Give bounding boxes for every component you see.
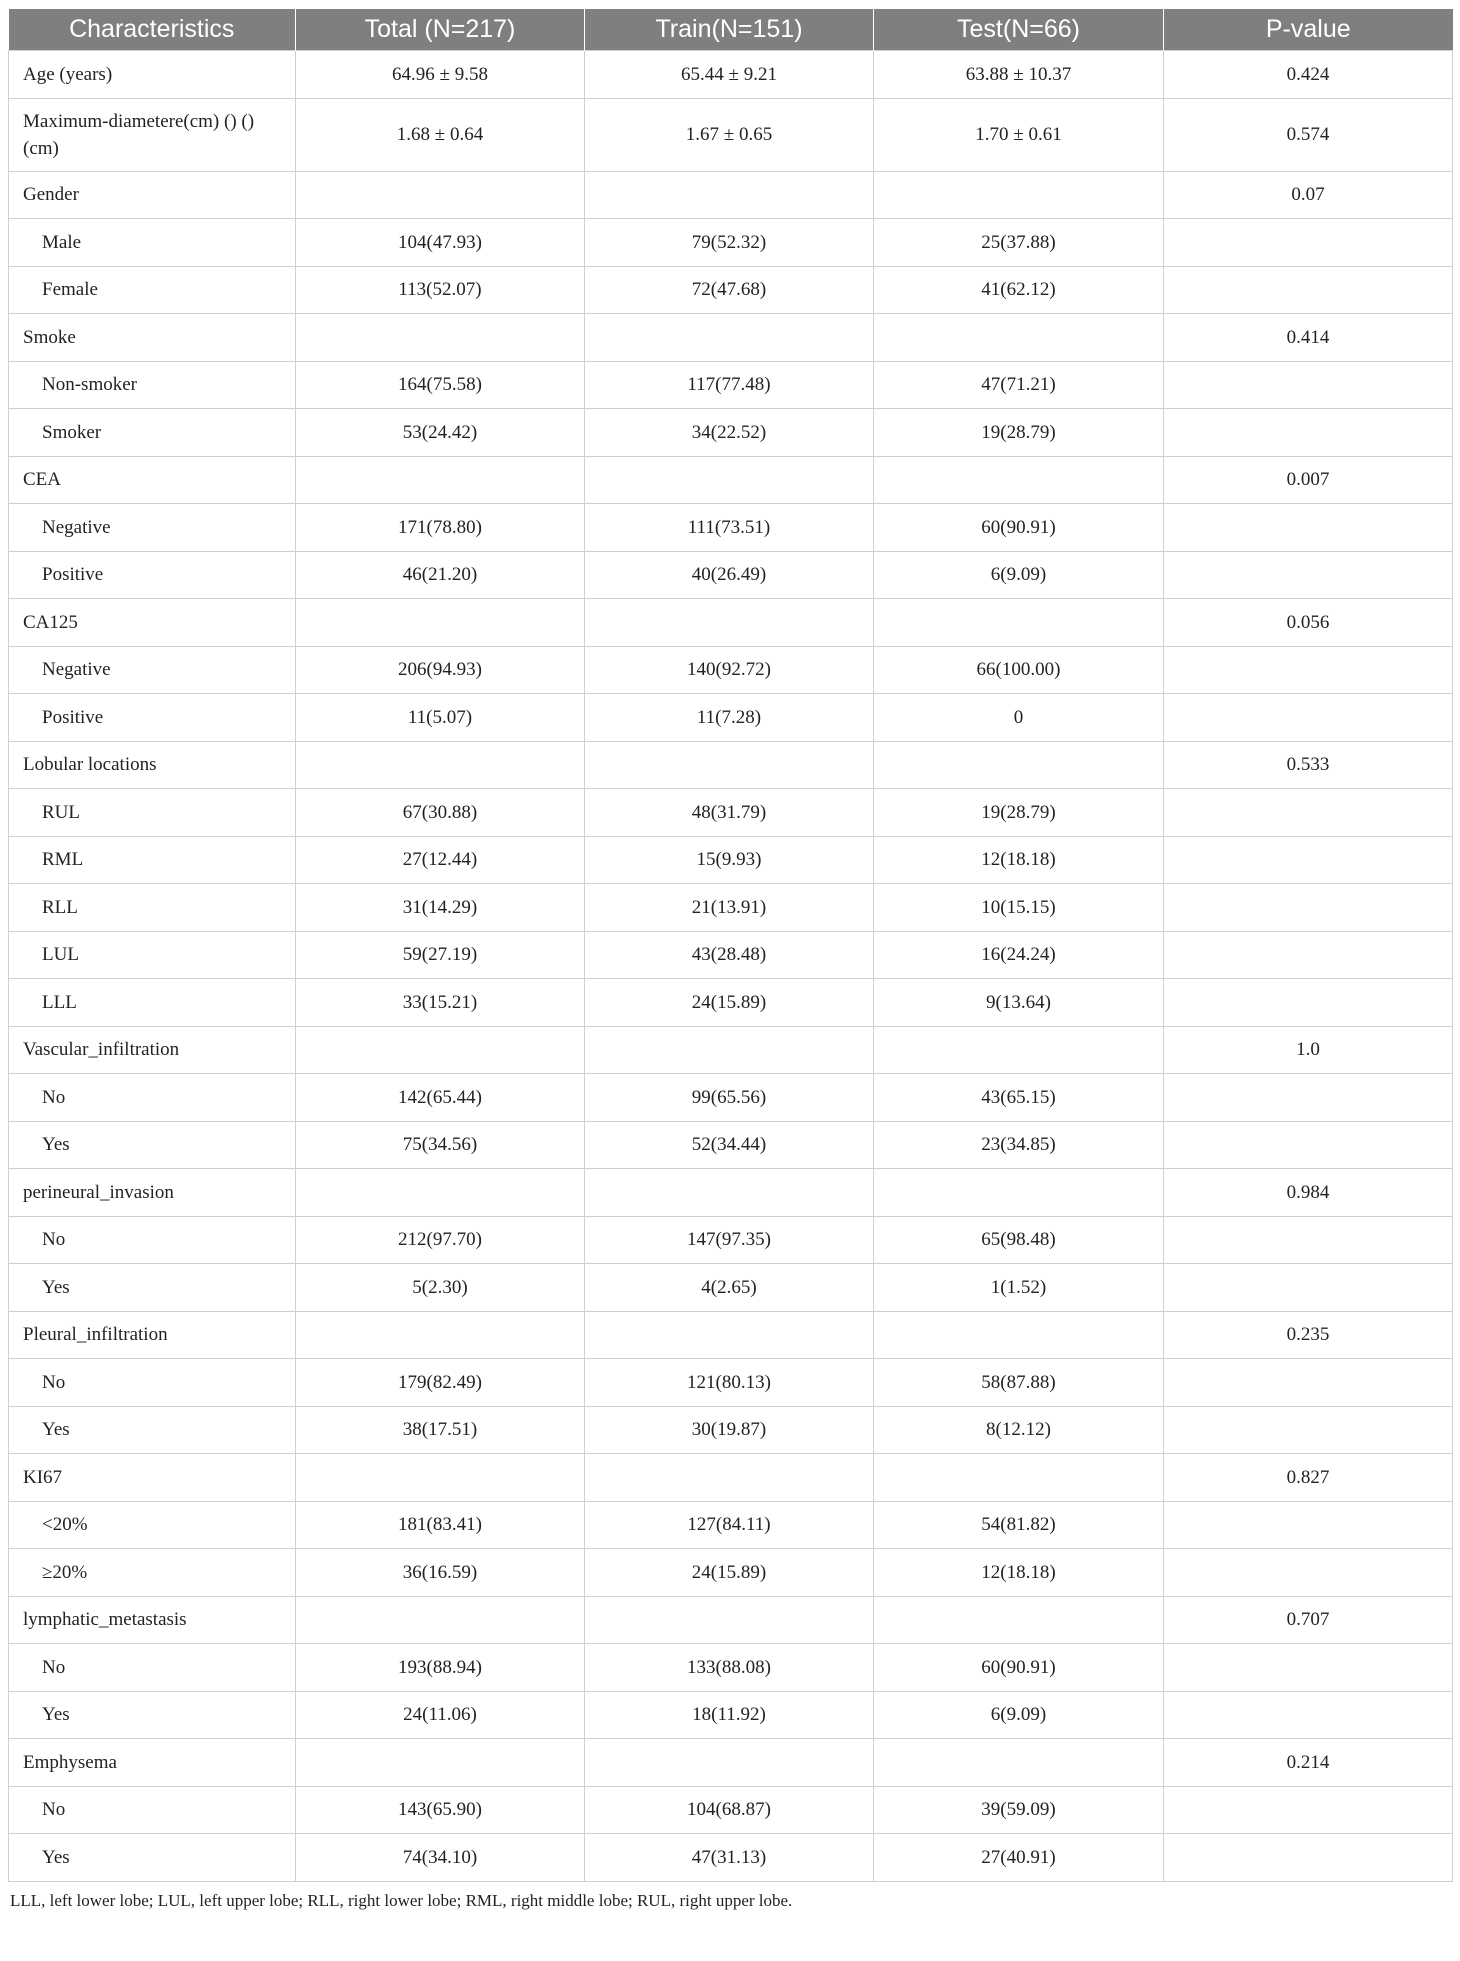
- cell-total: 1.68 ± 0.64: [296, 98, 585, 171]
- cell-test: [874, 1311, 1164, 1359]
- cell-p-value: [1164, 1359, 1453, 1407]
- cell-p-value: [1164, 884, 1453, 932]
- cell-p-value: [1164, 789, 1453, 837]
- table-row-subcategory: [9, 884, 1453, 932]
- cell-characteristic: CEA: [9, 456, 296, 504]
- cell-p-value: [1164, 219, 1453, 267]
- table-row-subcategory: [9, 1691, 1453, 1739]
- cell-train: [585, 1739, 874, 1787]
- cell-characteristic: RML: [9, 836, 296, 884]
- cell-total: 74(34.10): [296, 1834, 585, 1882]
- cell-test: 19(28.79): [874, 789, 1164, 837]
- cell-test: 1(1.52): [874, 1264, 1164, 1312]
- cell-p-value: [1164, 1644, 1453, 1692]
- cell-train: [585, 456, 874, 504]
- cell-test: 66(100.00): [874, 646, 1164, 694]
- cell-test: [874, 456, 1164, 504]
- cell-test: [874, 741, 1164, 789]
- table-row-subcategory: [9, 551, 1453, 599]
- cell-train: [585, 171, 874, 219]
- table-row-subcategory: [9, 1549, 1453, 1597]
- table-header: [9, 9, 1453, 51]
- cell-train: [585, 1454, 874, 1502]
- cell-p-value: [1164, 836, 1453, 884]
- cell-characteristic: Maximum-diametere(cm) () ()(cm): [9, 98, 296, 171]
- cell-characteristic: <20%: [9, 1501, 296, 1549]
- cell-p-value: [1164, 1501, 1453, 1549]
- cell-total: 46(21.20): [296, 551, 585, 599]
- cell-total: [296, 1596, 585, 1644]
- table-row-subcategory: [9, 1786, 1453, 1834]
- cell-p-value: 0.235: [1164, 1311, 1453, 1359]
- cell-test: 27(40.91): [874, 1834, 1164, 1882]
- cell-total: 36(16.59): [296, 1549, 585, 1597]
- cell-test: 60(90.91): [874, 504, 1164, 552]
- cell-p-value: 0.056: [1164, 599, 1453, 647]
- cell-test: 25(37.88): [874, 219, 1164, 267]
- cell-characteristic: Pleural_infiltration: [9, 1311, 296, 1359]
- cell-characteristic: KI67: [9, 1454, 296, 1502]
- cell-test: [874, 314, 1164, 362]
- cell-test: [874, 1169, 1164, 1217]
- cell-train: 127(84.11): [585, 1501, 874, 1549]
- cell-characteristic: Emphysema: [9, 1739, 296, 1787]
- cell-total: 38(17.51): [296, 1406, 585, 1454]
- cell-train: 24(15.89): [585, 979, 874, 1027]
- cell-p-value: 0.424: [1164, 51, 1453, 99]
- cell-total: 59(27.19): [296, 931, 585, 979]
- cell-test: 6(9.09): [874, 551, 1164, 599]
- cell-characteristic: Age (years): [9, 51, 296, 99]
- cell-p-value: [1164, 1121, 1453, 1169]
- cell-p-value: 0.984: [1164, 1169, 1453, 1217]
- cell-p-value: [1164, 266, 1453, 314]
- cell-characteristic: Yes: [9, 1691, 296, 1739]
- cell-p-value: [1164, 1834, 1453, 1882]
- table-row: [9, 1026, 1453, 1074]
- cell-total: [296, 314, 585, 362]
- cell-test: 65(98.48): [874, 1216, 1164, 1264]
- cell-total: 181(83.41): [296, 1501, 585, 1549]
- table-row-subcategory: [9, 979, 1453, 1027]
- cell-p-value: [1164, 361, 1453, 409]
- cell-p-value: 1.0: [1164, 1026, 1453, 1074]
- table-row: [9, 456, 1453, 504]
- table-row-subcategory: [9, 1644, 1453, 1692]
- cell-p-value: [1164, 551, 1453, 599]
- cell-train: [585, 741, 874, 789]
- table-row-subcategory: [9, 789, 1453, 837]
- cell-p-value: [1164, 1216, 1453, 1264]
- cell-total: [296, 1169, 585, 1217]
- cell-test: 12(18.18): [874, 836, 1164, 884]
- table-row-subcategory: [9, 1264, 1453, 1312]
- cell-test: 60(90.91): [874, 1644, 1164, 1692]
- cell-test: 9(13.64): [874, 979, 1164, 1027]
- cell-total: 212(97.70): [296, 1216, 585, 1264]
- cell-total: 104(47.93): [296, 219, 585, 267]
- cell-train: 30(19.87): [585, 1406, 874, 1454]
- table-row-subcategory: [9, 694, 1453, 742]
- cell-train: [585, 1169, 874, 1217]
- cell-total: [296, 456, 585, 504]
- table-row: [9, 314, 1453, 362]
- cell-total: [296, 1311, 585, 1359]
- cell-total: 33(15.21): [296, 979, 585, 1027]
- table-row-subcategory: [9, 266, 1453, 314]
- cell-total: 27(12.44): [296, 836, 585, 884]
- cell-train: 65.44 ± 9.21: [585, 51, 874, 99]
- cell-train: [585, 1026, 874, 1074]
- cell-test: [874, 1739, 1164, 1787]
- cell-p-value: 0.07: [1164, 171, 1453, 219]
- cell-total: 67(30.88): [296, 789, 585, 837]
- cell-p-value: [1164, 1691, 1453, 1739]
- cell-characteristic: Male: [9, 219, 296, 267]
- cell-characteristic: Smoke: [9, 314, 296, 362]
- table-row-subcategory: [9, 1359, 1453, 1407]
- cell-train: 1.67 ± 0.65: [585, 98, 874, 171]
- characteristics-table-container: [8, 9, 1452, 1911]
- cell-characteristic: No: [9, 1216, 296, 1264]
- cell-total: 164(75.58): [296, 361, 585, 409]
- cell-characteristic: Positive: [9, 694, 296, 742]
- cell-train: 111(73.51): [585, 504, 874, 552]
- header-test: Test(N=66): [874, 9, 1164, 51]
- cell-total: 171(78.80): [296, 504, 585, 552]
- cell-characteristic: Vascular_infiltration: [9, 1026, 296, 1074]
- cell-total: [296, 741, 585, 789]
- table-row: [9, 1596, 1453, 1644]
- cell-train: 117(77.48): [585, 361, 874, 409]
- cell-total: 53(24.42): [296, 409, 585, 457]
- cell-test: 10(15.15): [874, 884, 1164, 932]
- cell-train: 15(9.93): [585, 836, 874, 884]
- cell-characteristic: LLL: [9, 979, 296, 1027]
- cell-p-value: [1164, 979, 1453, 1027]
- table-row-subcategory: [9, 1121, 1453, 1169]
- cell-total: [296, 1739, 585, 1787]
- cell-train: 47(31.13): [585, 1834, 874, 1882]
- cell-test: 41(62.12): [874, 266, 1164, 314]
- cell-test: 16(24.24): [874, 931, 1164, 979]
- cell-train: 11(7.28): [585, 694, 874, 742]
- header-train: Train(N=151): [585, 9, 874, 51]
- table-row-subcategory: [9, 646, 1453, 694]
- cell-characteristic: Non-smoker: [9, 361, 296, 409]
- cell-test: 54(81.82): [874, 1501, 1164, 1549]
- header-characteristics: Characteristics: [9, 9, 296, 51]
- table-row: [9, 1311, 1453, 1359]
- cell-test: 63.88 ± 10.37: [874, 51, 1164, 99]
- cell-characteristic: No: [9, 1074, 296, 1122]
- cell-train: [585, 314, 874, 362]
- table-row: [9, 1169, 1453, 1217]
- cell-total: 64.96 ± 9.58: [296, 51, 585, 99]
- table-row-subcategory: [9, 1216, 1453, 1264]
- cell-train: 43(28.48): [585, 931, 874, 979]
- cell-characteristic: Yes: [9, 1406, 296, 1454]
- cell-p-value: [1164, 1786, 1453, 1834]
- table-row-subcategory: [9, 1074, 1453, 1122]
- cell-train: 40(26.49): [585, 551, 874, 599]
- cell-characteristic: No: [9, 1644, 296, 1692]
- cell-p-value: 0.007: [1164, 456, 1453, 504]
- cell-p-value: [1164, 646, 1453, 694]
- cell-characteristic: Negative: [9, 646, 296, 694]
- cell-test: 12(18.18): [874, 1549, 1164, 1597]
- cell-characteristic: RUL: [9, 789, 296, 837]
- cell-p-value: [1164, 1264, 1453, 1312]
- cell-test: 43(65.15): [874, 1074, 1164, 1122]
- table-row: [9, 1739, 1453, 1787]
- table-row-subcategory: [9, 219, 1453, 267]
- cell-p-value: [1164, 1549, 1453, 1597]
- cell-test: [874, 599, 1164, 647]
- characteristics-table: [8, 9, 1453, 1882]
- cell-train: [585, 599, 874, 647]
- cell-p-value: 0.214: [1164, 1739, 1453, 1787]
- cell-total: 11(5.07): [296, 694, 585, 742]
- table-row: [9, 1454, 1453, 1502]
- table-row: [9, 741, 1453, 789]
- cell-characteristic: Smoker: [9, 409, 296, 457]
- cell-train: 4(2.65): [585, 1264, 874, 1312]
- cell-test: 8(12.12): [874, 1406, 1164, 1454]
- cell-p-value: [1164, 694, 1453, 742]
- table-row: [9, 599, 1453, 647]
- cell-train: 140(92.72): [585, 646, 874, 694]
- table-row-subcategory: [9, 1406, 1453, 1454]
- cell-characteristic: Female: [9, 266, 296, 314]
- cell-train: 18(11.92): [585, 1691, 874, 1739]
- cell-train: 21(13.91): [585, 884, 874, 932]
- table-row-subcategory: [9, 1834, 1453, 1882]
- cell-characteristic: LUL: [9, 931, 296, 979]
- cell-train: 48(31.79): [585, 789, 874, 837]
- cell-characteristic: ≥20%: [9, 1549, 296, 1597]
- cell-train: 99(65.56): [585, 1074, 874, 1122]
- cell-total: 113(52.07): [296, 266, 585, 314]
- cell-train: 34(22.52): [585, 409, 874, 457]
- cell-train: 52(34.44): [585, 1121, 874, 1169]
- cell-train: 121(80.13): [585, 1359, 874, 1407]
- table-row-subcategory: [9, 504, 1453, 552]
- header-row: [9, 9, 1453, 51]
- cell-total: 31(14.29): [296, 884, 585, 932]
- cell-characteristic: RLL: [9, 884, 296, 932]
- cell-characteristic: Positive: [9, 551, 296, 599]
- cell-test: 1.70 ± 0.61: [874, 98, 1164, 171]
- cell-characteristic: CA125: [9, 599, 296, 647]
- table-body: [9, 51, 1453, 1882]
- cell-characteristic: No: [9, 1359, 296, 1407]
- cell-total: [296, 1454, 585, 1502]
- header-total: Total (N=217): [296, 9, 585, 51]
- cell-characteristic: perineural_invasion: [9, 1169, 296, 1217]
- cell-train: 24(15.89): [585, 1549, 874, 1597]
- cell-p-value: [1164, 409, 1453, 457]
- table-footnote: LLL, left lower lobe; LUL, left upper lobe; RLL, right lower lobe; RML, right middle lobe; RUL, right upper lobe.: [10, 1890, 793, 1910]
- cell-characteristic: Lobular locations: [9, 741, 296, 789]
- cell-train: 104(68.87): [585, 1786, 874, 1834]
- cell-characteristic: Yes: [9, 1834, 296, 1882]
- cell-p-value: [1164, 1074, 1453, 1122]
- cell-p-value: [1164, 1406, 1453, 1454]
- cell-test: 47(71.21): [874, 361, 1164, 409]
- table-row: [9, 51, 1453, 99]
- cell-total: 75(34.56): [296, 1121, 585, 1169]
- cell-p-value: 0.827: [1164, 1454, 1453, 1502]
- table-row-subcategory: [9, 361, 1453, 409]
- cell-p-value: [1164, 504, 1453, 552]
- cell-test: 6(9.09): [874, 1691, 1164, 1739]
- cell-p-value: 0.707: [1164, 1596, 1453, 1644]
- cell-p-value: 0.414: [1164, 314, 1453, 362]
- cell-characteristic: Yes: [9, 1264, 296, 1312]
- cell-p-value: [1164, 931, 1453, 979]
- cell-test: 58(87.88): [874, 1359, 1164, 1407]
- header-p-value: P-value: [1164, 9, 1453, 51]
- table-row-subcategory: [9, 1501, 1453, 1549]
- cell-total: 193(88.94): [296, 1644, 585, 1692]
- table-row: [9, 98, 1453, 171]
- cell-total: 143(65.90): [296, 1786, 585, 1834]
- cell-train: 79(52.32): [585, 219, 874, 267]
- cell-train: [585, 1311, 874, 1359]
- cell-test: 0: [874, 694, 1164, 742]
- cell-total: 5(2.30): [296, 1264, 585, 1312]
- table-row-subcategory: [9, 836, 1453, 884]
- table-row: [9, 171, 1453, 219]
- cell-characteristic: Negative: [9, 504, 296, 552]
- cell-total: [296, 171, 585, 219]
- cell-test: 39(59.09): [874, 1786, 1164, 1834]
- cell-train: 147(97.35): [585, 1216, 874, 1264]
- table-row-subcategory: [9, 409, 1453, 457]
- cell-total: 179(82.49): [296, 1359, 585, 1407]
- cell-test: 23(34.85): [874, 1121, 1164, 1169]
- table-row-subcategory: [9, 931, 1453, 979]
- cell-test: [874, 1454, 1164, 1502]
- cell-train: 72(47.68): [585, 266, 874, 314]
- cell-characteristic: No: [9, 1786, 296, 1834]
- cell-p-value: 0.533: [1164, 741, 1453, 789]
- cell-test: [874, 171, 1164, 219]
- cell-total: [296, 1026, 585, 1074]
- cell-train: 133(88.08): [585, 1644, 874, 1692]
- cell-characteristic: Yes: [9, 1121, 296, 1169]
- cell-characteristic: lymphatic_metastasis: [9, 1596, 296, 1644]
- cell-total: 206(94.93): [296, 646, 585, 694]
- cell-test: [874, 1026, 1164, 1074]
- cell-test: [874, 1596, 1164, 1644]
- cell-test: 19(28.79): [874, 409, 1164, 457]
- cell-total: 142(65.44): [296, 1074, 585, 1122]
- cell-train: [585, 1596, 874, 1644]
- cell-total: 24(11.06): [296, 1691, 585, 1739]
- cell-characteristic: Gender: [9, 171, 296, 219]
- cell-total: [296, 599, 585, 647]
- cell-p-value: 0.574: [1164, 98, 1453, 171]
